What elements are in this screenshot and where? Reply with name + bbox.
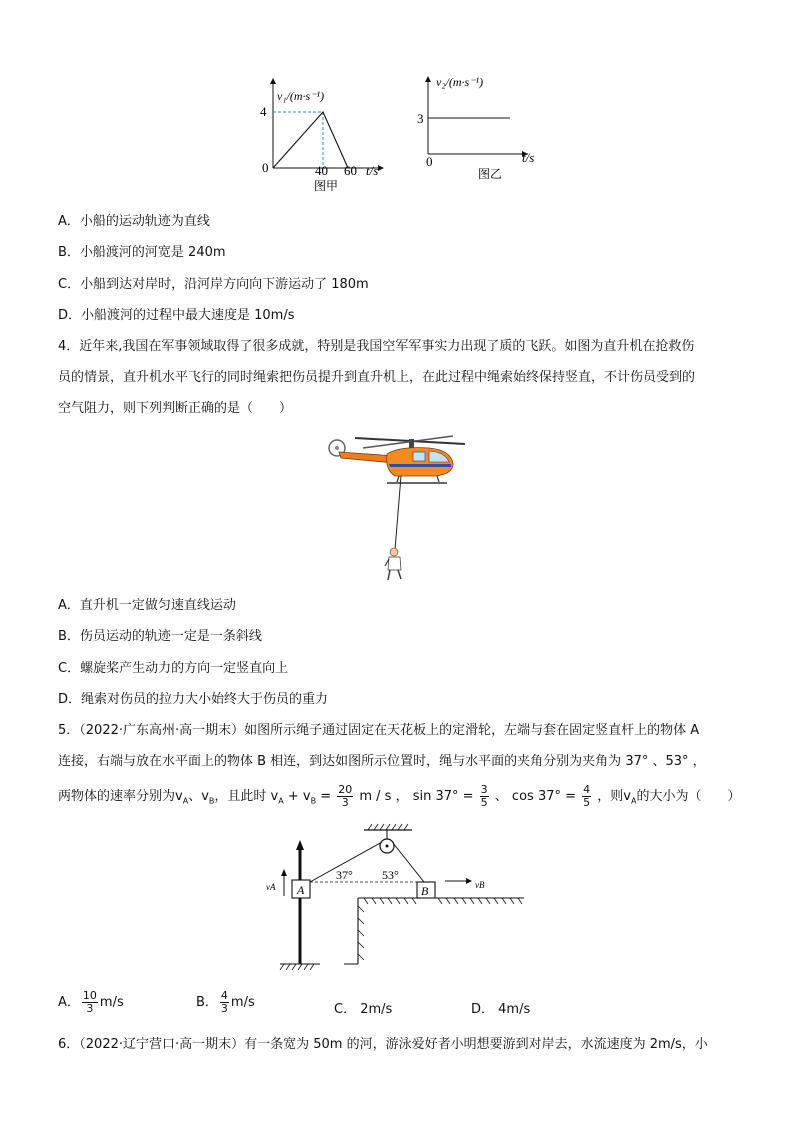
q3-option-c: C．小船到达对岸时，沿河岸方向向下游运动了 180m [58, 277, 369, 292]
va-label: vA [266, 882, 276, 892]
pulley-figure [262, 822, 532, 982]
graph-a-y-label: v₁/(m·s⁻¹) [277, 89, 325, 103]
q3-option-b: B．小船渡河的河宽是 240m [58, 245, 226, 260]
q4-stem-line1: 4．近年来,我国在军事领域取得了很多成就，特别是我国空军军事实力出现了质的飞跃。如图为直升机在抢救伤 [58, 339, 695, 354]
q4-option-b: B．伤员运动的轨迹一定是一条斜线 [58, 629, 262, 644]
q4-option-c: C．螺旋桨产生动力的方向一定竖直向上 [58, 661, 289, 676]
graph-b-y-tick: 3 [417, 111, 424, 126]
q5-stem-line3: 两物体的速率分别为$v_A$、$v_B$，且此时 $v_A + v_B$ = $\frac{20}{3}$ m / s ， sin 37° = $\frac{3}{5}$ 、 cos 37° = $\frac{4}{5}$ ，则$v_A$的大小为（ ） [58, 783, 741, 809]
sub-b: B [208, 796, 215, 806]
q3-option-d: D．小船渡河的过程中最大速度是 10m/s [58, 308, 295, 323]
q4-option-d: D．绳索对伤员的拉力大小始终大于伤员的重力 [58, 692, 329, 707]
q4-option-a: A．直升机一定做匀速直线运动 [58, 598, 236, 613]
fraction-20-3: $\frac{20}{3}$ [338, 783, 353, 809]
q5-stem-line1: 5．（2022·广东高州·高一期末）如图所示绳子通过固定在天花板上的定滑轮，左端与套在固定竖直杆上的物体 A [58, 723, 700, 738]
graph-b-x-label: t/s [522, 150, 535, 165]
graph-b-origin: 0 [426, 154, 433, 169]
q4-stem-line2: 员的情景，直升机水平飞行的同时绳索把伤员提升到直升机上，在此过程中绳索始终保持竖直，不计伤员受到的 [58, 370, 696, 385]
graph-b-caption: 图乙 [478, 167, 503, 181]
sub-a: A [182, 796, 189, 806]
angle-53: 53° [382, 868, 399, 882]
graph-a-x-tick-60: 60 [344, 163, 357, 178]
q3-option-a: A．小船的运动轨迹为直线 [58, 214, 210, 229]
vb-label: vB [475, 880, 485, 890]
graph-a-caption: 图甲 [314, 179, 339, 193]
sub-a2: A [278, 796, 284, 806]
graph-b-y-label: v₂/(m·s⁻¹) [436, 75, 484, 89]
q5-option-a: A． $\frac{10}{3}$ m/s [58, 989, 124, 1015]
q6-stem-line1: 6．（2022·辽宁营口·高一期末）有一条宽为 50m 的河，游泳爱好者小明想要游到对岸去，水流速度为 2m/s，小 [58, 1037, 708, 1052]
graph-a-y-tick: 4 [260, 104, 267, 119]
fraction-4-5: $\frac{4}{5}$ [583, 783, 591, 809]
sub-a3: A [630, 796, 637, 806]
graph-a-x-label: t/s [366, 163, 379, 178]
q5-stem-line2: 连接，右端与放在水平面上的物体 B 相连，到达如图所示位置时，绳与水平面的夹角分别为夹角为 37° 、53° ， [58, 754, 706, 769]
q4-stem-line3: 空气阻力，则下列判断正确的是（ ） [58, 401, 293, 416]
helicopter-rescue-figure [325, 430, 475, 585]
sub-b2: B [310, 796, 317, 806]
angle-37: 37° [336, 868, 353, 882]
block-a-label: A [297, 883, 305, 897]
graph-a-origin: 0 [262, 160, 269, 175]
graph-a-x-tick-40: 40 [315, 163, 328, 178]
q5-option-d: D． 4m/s [471, 1002, 531, 1017]
fraction-3-5: $\frac{3}{5}$ [480, 783, 488, 809]
q5-option-b: B． $\frac{4}{3}$ m/s [196, 989, 255, 1015]
vt-graphs-figure [250, 68, 535, 198]
graph-a-line [273, 112, 348, 168]
q5-option-c: C． 2m/s [334, 1002, 393, 1017]
block-b-label: B [421, 884, 429, 898]
